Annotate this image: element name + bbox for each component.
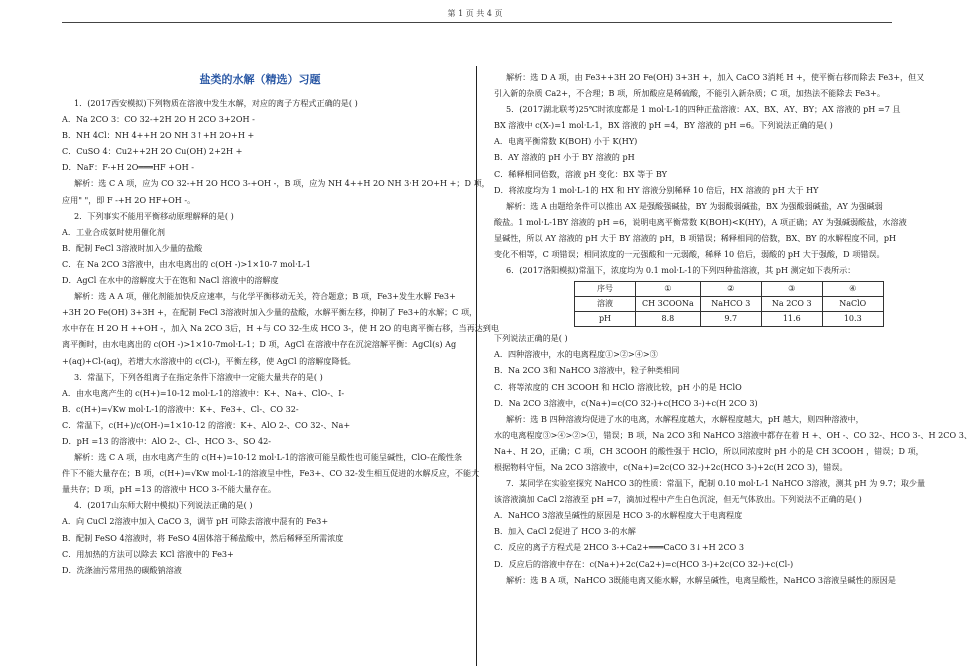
text-line: C．用加热的方法可以除去 KCl 溶液中的 Fe3+ [62,548,234,559]
text-line: 量共存；D 项，pH =13 的溶液中 HCO 3-不能大量存在。 [62,484,277,495]
text-line: 解析：选 D A 项，由 Fe3++3H 2O Fe(OH) 3+3H +，加入 CaCO 3消耗 H +，使平衡右移而除去 Fe3+，但又 [506,72,925,82]
text-line: B．配制 FeSO 4溶液时，将 FeSO 4固体溶于稀盐酸中，然后稀释至所需浓度 [62,532,344,543]
text-line: B．加入 CaCl 2促进了 HCO 3-的水解 [494,526,636,537]
text-line: 解析：选 A A 项，催化剂能加快反应速率，与化学平衡移动无关，符合题意；B 项，Fe3+发生水解 Fe3+ [74,291,456,302]
ph-table-ph-row [575,312,884,327]
text-line: A．NaHCO 3溶液呈碱性的原因是 HCO 3-的水解程度大于电离程度 [494,510,743,521]
text-line: 解析：选 B 四种溶液均促进了水的电离，水解程度越大，水解程度越大，pH 越大，则四种溶液中， [506,413,864,424]
ph-table-cell: ① [636,282,701,297]
text-line: D．将浓度均为 1 mol·L-1的 HX 和 HY 溶液分别稀释 10 倍后，HX 溶液的 pH 大于 HY [494,184,819,195]
text-line: C．常温下，c(H+)/c(OH-)=1×10-12 的溶液：K+、AlO 2-、CO 32-、Na+ [62,419,351,430]
right-column-body-bottom [494,330,972,588]
text-line: BX 溶液中 c(X-)=1 mol·L-1，BX 溶液的 pH =4，BY 溶液的 pH =6。下列说法正确的是( ) [494,120,833,131]
text-line: C．稀释相同倍数，溶液 pH 变化：BX 等于 BY [494,168,667,179]
text-line: 该溶液滴加 CaCl 2溶液至 pH =7，滴加过程中产生白色沉淀，但无气体放出。下列说法不正确的是( ) [494,494,862,505]
header-rule [62,22,892,23]
text-line: B．NH 4Cl：NH 4++H 2O NH 3↑+H 2O+H + [62,130,255,141]
text-line: 4．(2017山东师大附中模拟)下列说法正确的是( ) [74,500,253,511]
ph-table-cell: NaHCO 3 [700,297,761,312]
left-column-body [62,95,499,578]
text-line: 引入新的杂质 Ca2+，不合理；B 项，所加酸应是稀硫酸，不能引入新杂质；C 项，加热法不能除去 Fe3+。 [494,88,886,99]
text-line: 解析：选 C A 项，应为 CO 32-+H 2O HCO 3-+OH -，B 项，应为 NH 4++H 2O NH 3·H 2O+H +；D 项， [74,178,490,189]
ph-table-cell: CH 3COONa [636,297,701,312]
text-line: D．pH =13 的溶液中：AlO 2-、Cl-、HCO 3-、SO 42- [62,435,271,446]
text-line: 显碱性，所以 AY 溶液的 pH 大于 BY 溶液的 pH，B 项错误；稀释相同的倍数，BX、BY 的水解程度不同，pH [494,232,897,243]
text-line: 水中存在 H 2O H ++OH -，加入 Na 2CO 3后，H +与 CO 32-生成 HCO 3-，使 H 2O 的电离平衡右移，当再达到电 [62,323,499,334]
left-column [62,68,499,578]
text-line: 下列说法正确的是( ) [494,333,568,344]
text-line: A．电离平衡常数 K(BOH) 小于 K(HY) [494,136,638,147]
text-line: D．洗涤油污常用热的碳酸钠溶液 [62,564,182,575]
page-header: 第 1 页 共 4 页 [447,9,503,18]
ph-table-cell: 8.8 [636,312,701,327]
ph-table-cell: pH [575,312,636,327]
text-line: +3H 2O Fe(OH) 3+3H +，在配制 FeCl 3溶液时加入少量的盐酸，水解平衡左移，抑制了 Fe3+的水解；C 项， [62,307,478,318]
text-line: B．Na 2CO 3和 NaHCO 3溶液中，粒子种类相同 [494,365,680,376]
ph-table-solute-row [575,297,884,312]
text-line: 变化不相等，C 项错误；相同浓度的一元强酸和一元弱酸，稀释 10 倍后，弱酸的 pH 大于强酸，D 项错误。 [494,249,885,260]
text-line: 2．下列事实不能用平衡移动原理解释的是( ) [74,210,234,221]
text-line: A．四种溶液中，水的电离程度①>②>④>③ [494,349,658,360]
text-line: 解析：选 C A 项，由水电离产生的 c(H+)=10-12 mol·L-1的溶液可能呈酸性也可能呈碱性，ClO-在酸性条 [74,452,463,463]
text-line: 7．某同学在实验室探究 NaHCO 3的性质：常温下，配制 0.10 mol·L-1 NaHCO 3溶液，测其 pH 为 9.7；取少量 [506,478,926,489]
text-line: 5．(2017湖北联考)25℃时浓度都是 1 mol·L-1的四种正盐溶液：AX、BX、AY、BY；AX 溶液的 pH =7 且 [506,104,901,115]
text-line: 应用" "，即 F -+H 2O HF+OH -。 [62,194,196,205]
text-line: C．反应的离子方程式是 2HCO 3-+Ca2+═══CaCO 3↓+H 2CO 3 [494,542,745,553]
text-line: A．由水电离产生的 c(H+)=10-12 mol·L-1的溶液中：K+、Na+、ClO-、I- [62,387,345,398]
text-line: D．AgCl 在水中的溶解度大于在饱和 NaCl 溶液中的溶解度 [62,275,279,286]
ph-table-cell: 10.3 [822,312,883,327]
text-line: 离平衡时，由水电离出的 c(OH -)>1×10-7mol·L-1；D 项，AgCl 在溶液中存在沉淀溶解平衡：AgCl(s) Ag [62,339,457,350]
text-line: 根据物料守恒，Na 2CO 3溶液中，c(Na+)=2c(CO 32-)+2c(HCO 3-)+2c(H 2CO 3)，错误。 [494,461,848,472]
ph-table-cell: 11.6 [761,312,822,327]
text-line: A．向 CuCl 2溶液中加入 CaCO 3，调节 pH 可除去溶液中混有的 Fe3+ [62,516,329,527]
text-line: A．工业合成氨时使用催化剂 [62,226,165,237]
ph-table [574,281,884,327]
ph-table-cell: ④ [822,282,883,297]
text-line: D．Na 2CO 3溶液中，c(Na+)=c(CO 32-)+c(HCO 3-)+c(H 2CO 3) [494,397,758,408]
column-divider [476,66,477,666]
text-line: A．Na 2CO 3：CO 32-+2H 2O H 2CO 3+2OH - [62,114,255,125]
ph-table-header-row [575,282,884,297]
right-column [494,69,972,588]
text-line: 水的电离程度③>④>②>①，错误；B 项，Na 2CO 3和 NaHCO 3溶液中都存在着 H +、OH -、CO 32-、HCO 3-、H 2CO 3、 [494,429,972,440]
text-line: 解析：选 A 由题给条件可以推出 AX 是强酸强碱盐，BY 为弱酸弱碱盐，BX 为强酸弱碱盐，AY 为强碱弱 [506,200,883,211]
ph-table-cell: ③ [761,282,822,297]
text-line: 解析：选 B A 项，NaHCO 3既能电离又能水解，水解呈碱性，电离呈酸性，NaHCO 3溶液呈碱性的原因是 [506,574,896,585]
text-line: 3．常温下，下列各组离子在指定条件下溶液中一定能大量共存的是( ) [74,371,323,382]
ph-table-cell: 9.7 [700,312,761,327]
ph-table-cell: ② [700,282,761,297]
right-column-body-top [494,69,925,278]
text-line: 1．(2017西安模拟)下列物质在溶液中发生水解，对应的离子方程式正确的是( ) [74,98,358,108]
text-line: Na+、H 2O，正确；C 项，CH 3COOH 的酸性强于 HClO，所以同浓度时 pH 小的是 CH 3COOH ，错误；D 项， [494,445,924,456]
ph-table-cell: NaClO [822,297,883,312]
text-line: C．将等浓度的 CH 3COOH 和 HClO 溶液比较，pH 小的是 HClO [494,381,742,392]
text-line: B．AY 溶液的 pH 小于 BY 溶液的 pH [494,152,635,163]
document-title: 盐类的水解（精选）习题 [199,73,321,86]
text-line: C．在 Na 2CO 3溶液中，由水电离出的 c(OH -)>1×10-7 mol·L-1 [62,258,311,269]
text-line: B．c(H+)=√Kw mol·L-1的溶液中：K+、Fe3+、Cl-、CO 32- [62,403,299,414]
text-line: C．CuSO 4：Cu2++2H 2O Cu(OH) 2+2H + [62,146,243,157]
ph-table-cell: 序号 [575,282,636,297]
text-line: +(aq)+Cl-(aq)，若增大水溶液中的 c(Cl-)，平衡左移，使 AgCl 的溶解度降低。 [62,355,356,366]
text-line: D．反应后的溶液中存在：c(Na+)+2c(Ca2+)=c(HCO 3-)+2c(CO 32-)+c(Cl-) [494,558,794,569]
text-line: 6．(2017洛阳模拟)常温下，浓度均为 0.1 mol·L-1的下列四种盐溶液，其 pH 测定如下表所示： [506,265,856,276]
text-line: 件下不能大量存在；B 项，c(H+)=√Kw mol·L-1的溶液呈中性，Fe3+、CO 32-发生相互促进的水解反应，不能大 [62,468,480,479]
ph-table-cell: 溶液 [575,297,636,312]
ph-table-cell: Na 2CO 3 [761,297,822,312]
text-line: D．NaF：F-+H 2O═══HF +OH - [62,162,195,173]
text-line: 酸盐。1 mol·L-1BY 溶液的 pH =6，说明电离平衡常数 K(BOH)<K(HY)，A 项正确；AY 为强碱弱酸盐，水溶液 [494,216,907,227]
text-line: B．配制 FeCl 3溶液时加入少量的盐酸 [62,242,203,253]
